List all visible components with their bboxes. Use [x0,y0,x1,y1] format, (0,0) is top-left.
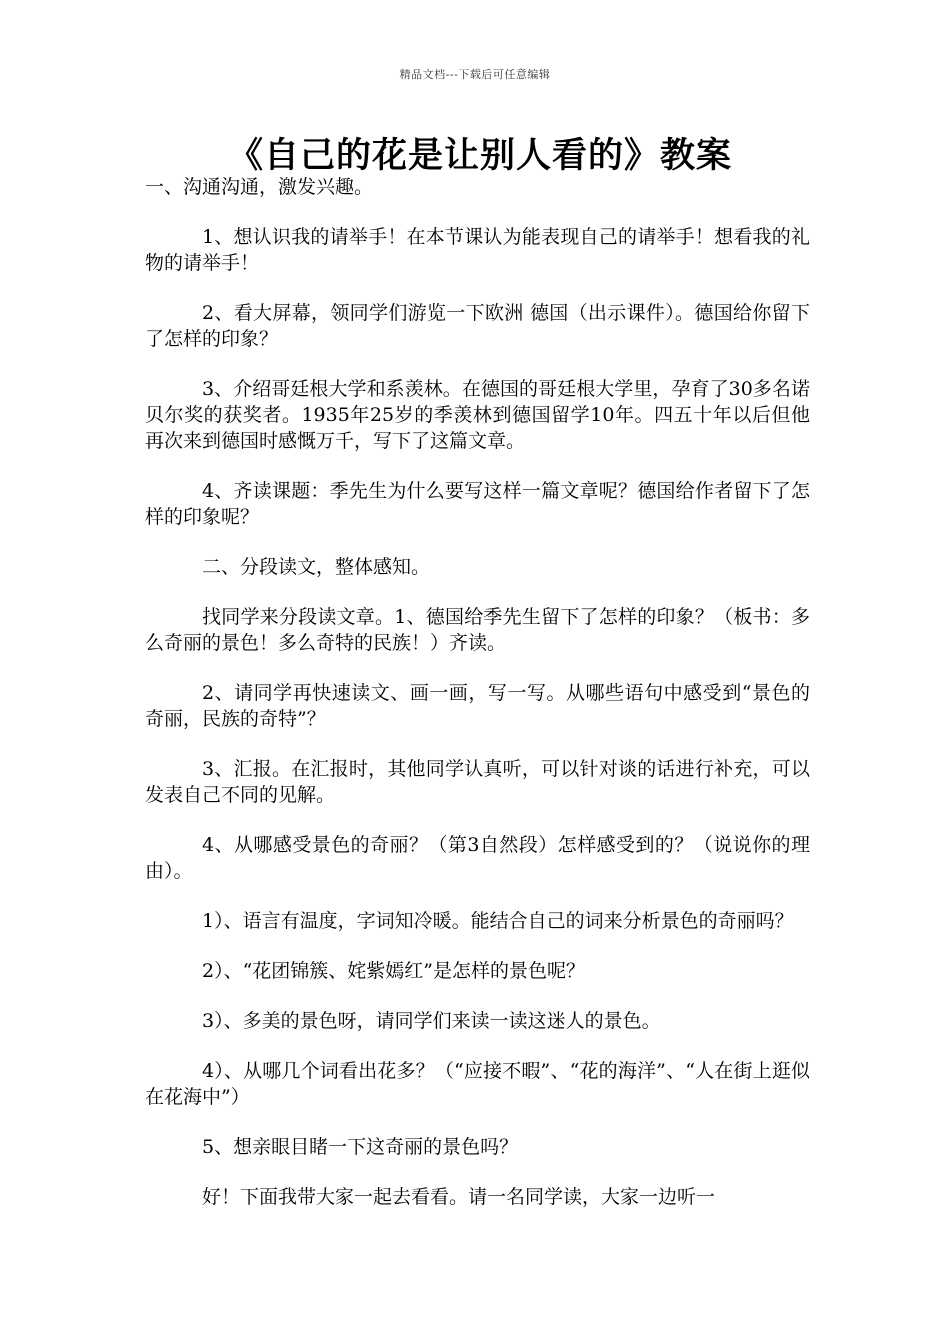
paragraph: 2、看大屏幕，领同学们游览一下欧洲 德国（出示课件）。德国给你留下了怎样的印象？ [145,302,810,350]
paragraph: 1）、语言有温度，字词知冷暖。能结合自己的词来分析景色的奇丽吗？ [202,910,794,932]
section-heading-2: 二、分段读文，整体感知。 [202,556,431,578]
paragraph: 3、介绍哥廷根大学和系羡林。在德国的哥廷根大学里，孕育了30多名诺贝尔奖的获奖者。1935年25岁的季羡林到德国留学10年。四五十年以后但他再次来到德国时感慨万千，写下了这篇文章。 [145,378,810,452]
paragraph: 4、从哪感受景色的奇丽？（第3自然段）怎样感受到的？（说说你的理由）。 [145,834,810,882]
document-body [145,174,810,1234]
paragraph: 3）、多美的景色呀，请同学们来读一读这迷人的景色。 [202,1010,661,1032]
paragraph: 好！下面我带大家一起去看看。请一名同学读，大家一边听一 [202,1186,716,1208]
paragraph: 1、想认识我的请举手！在本节课认为能表现自己的请举手！想看我的礼物的请举手！ [145,226,810,274]
paragraph: 2）、“花团锦簇、姹紫嫣红”是怎样的景色呢？ [202,960,586,982]
header-note: 精品文档---下载后可任意编辑 [399,68,551,81]
paragraph: 5、想亲眼目睹一下这奇丽的景色吗？ [202,1136,519,1158]
paragraph: 3、汇报。在汇报时，其他同学认真听，可以针对谈的话进行补充，可以发表自己不同的见解。 [145,758,810,806]
paragraph: 找同学来分段读文章。1、德国给季先生留下了怎样的印象？（板书：多么奇丽的景色！多么奇特的民族！）齐读。 [145,606,810,654]
section-heading-1: 一、沟通沟通，激发兴趣。 [145,176,374,198]
paragraph: 4、齐读课题：季先生为什么要写这样一篇文章呢？德国给作者留下了怎样的印象呢？ [145,480,810,528]
paragraph: 4）、从哪几个词看出花多？（“应接不暇”、“花的海洋”、“人在街上逛似在花海中”） [145,1060,810,1108]
paragraph: 2、请同学再快速读文、画一画，写一写。从哪些语句中感受到“景色的奇丽，民族的奇特”？ [145,682,810,730]
document-title: 《自己的花是让别人看的》教案 [227,135,732,176]
